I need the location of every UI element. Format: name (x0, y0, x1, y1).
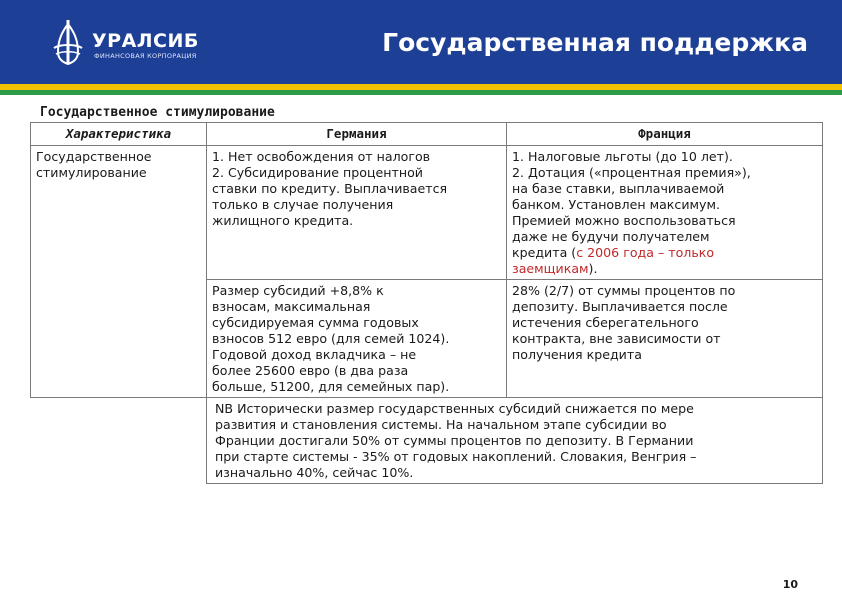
page-title: Государственная поддержка (382, 28, 808, 57)
company-logo[interactable] (52, 18, 232, 66)
france-cell-1 (507, 146, 823, 280)
comparison-table (30, 122, 823, 484)
logo-name: УРАЛСИБ (92, 30, 199, 52)
france-text-post: ). (588, 261, 598, 276)
table-row (31, 146, 823, 280)
nb-note: NB Исторически размер государственных субсидий снижается по мере развития и становления системы. На начальном этапе субсидии во Франции достигали 50% от суммы процентов по депозиту. В Германии при старте системы - 35% от годовых накоплений. Словакия, Венгрия – изначально 40%, сейчас 10%. (207, 398, 823, 484)
germany-cell-2: Размер субсидий +8,8% к взносам, максимальная субсидируемая сумма годовых взносов 512 евро (для семей 1024). Годовой доход вкладчика – не более 25600 евро (в два раза больше, 51200, для семейных пар). (207, 280, 507, 398)
france-text-pre: 1. Налоговые льготы (до 10 лет). 2. Дотация («процентная премия»), на базе ставки, выплачиваемой банком. Установлен максимум. Премией можно воспользоваться даже не будучи получателем кредита ( (512, 149, 751, 260)
table-header-row (31, 123, 823, 146)
germany-cell-1: 1. Нет освобождения от налогов 2. Субсидирование процентной ставки по кредиту. Выплачивается только в случае получения жилищного кредита. (207, 146, 507, 280)
logo-subtitle: ФИНАНСОВАЯ КОРПОРАЦИЯ (94, 52, 197, 60)
france-cell-2: 28% (2/7) от суммы процентов по депозиту. Выплачивается после истечения сберегательного контракта, вне зависимости от получения кредита (507, 280, 823, 398)
nb-row (31, 398, 823, 484)
section-subtitle: Государственное стимулирование (40, 105, 275, 120)
empty-cell (31, 398, 207, 484)
header-bar (0, 0, 842, 84)
france-highlight: с 2006 года – только заемщикам (512, 245, 715, 276)
header-germany: Германия (207, 123, 507, 146)
row-label: Государственное стимулирование (31, 146, 207, 398)
green-stripe (0, 90, 842, 95)
logo-emblem-icon (52, 18, 84, 66)
page-number: 10 (782, 578, 798, 591)
header-characteristic: Характеристика (31, 123, 207, 146)
header-france: Франция (507, 123, 823, 146)
